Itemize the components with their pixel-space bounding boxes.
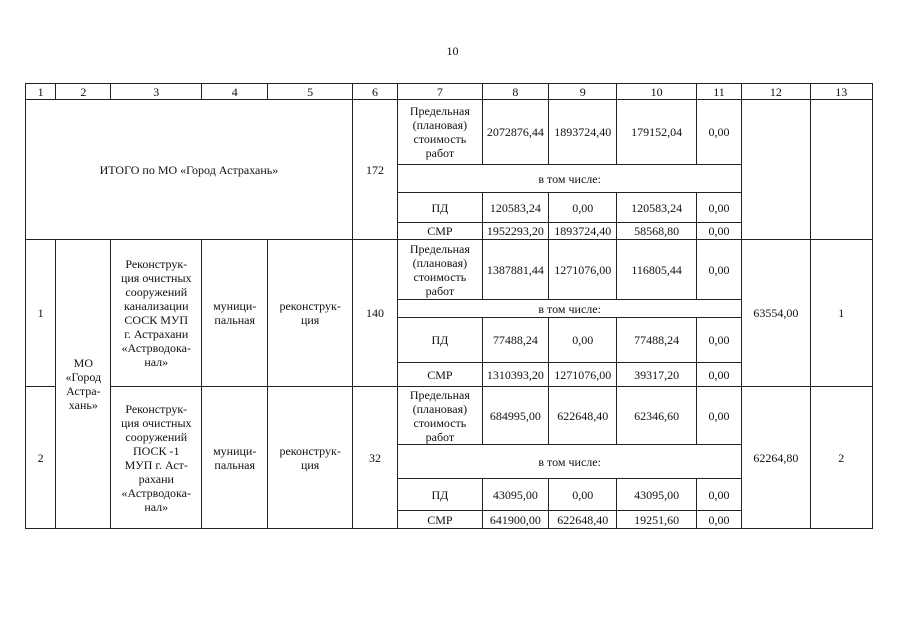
entry-number: 2 <box>26 387 56 529</box>
cost-value: 0,00 <box>696 511 741 529</box>
smr-label: СМР <box>398 223 482 240</box>
entry-number: 1 <box>26 240 56 387</box>
header-cell: 9 <box>549 84 617 100</box>
total-label: ИТОГО по МО «Город Астрахань» <box>26 100 353 240</box>
cost-value: 684995,00 <box>482 387 548 445</box>
including-label: в том числе: <box>398 165 742 193</box>
table-row <box>26 240 873 300</box>
cost-value: 1893724,40 <box>549 223 617 240</box>
cost-value: 39317,20 <box>617 363 696 387</box>
header-cell: 12 <box>742 84 810 100</box>
header-cell: 8 <box>482 84 548 100</box>
work-type: реконструк- ция <box>268 240 352 387</box>
cost-value: 2072876,44 <box>482 100 548 165</box>
cost-label: Предельная (плановая) стоимость работ <box>398 100 482 165</box>
cost-value: 62346,60 <box>617 387 696 445</box>
entry-col12: 62264,80 <box>742 387 810 529</box>
ownership: муници- пальная <box>202 240 268 387</box>
cost-value: 43095,00 <box>482 479 548 511</box>
entry-col13: 2 <box>810 387 872 529</box>
cost-table <box>25 83 873 529</box>
pd-label: ПД <box>398 318 482 363</box>
cost-value: 77488,24 <box>482 318 548 363</box>
cost-label: Предельная (плановая) стоимость работ <box>398 240 482 300</box>
cost-value: 1387881,44 <box>482 240 548 300</box>
header-cell: 11 <box>696 84 741 100</box>
page-number: 10 <box>446 44 459 58</box>
header-cell: 5 <box>268 84 352 100</box>
cost-value: 0,00 <box>696 100 741 165</box>
cost-value: 0,00 <box>696 479 741 511</box>
cost-value: 0,00 <box>549 318 617 363</box>
cost-value: 0,00 <box>549 193 617 223</box>
header-row <box>26 84 873 100</box>
table-row <box>26 100 873 165</box>
cost-value: 120583,24 <box>617 193 696 223</box>
header-cell: 6 <box>352 84 397 100</box>
entry-col12: 63554,00 <box>742 240 810 387</box>
total-col12 <box>742 100 810 240</box>
cost-value: 19251,60 <box>617 511 696 529</box>
cost-value: 1893724,40 <box>549 100 617 165</box>
object-name: Реконструк- ция очистных сооружений ПОСК -1 МУП г. Аст- рахани «Астрводока- нал» <box>111 387 202 529</box>
pd-label: ПД <box>398 193 482 223</box>
work-type: реконструк- ция <box>268 387 352 529</box>
header-cell: 10 <box>617 84 696 100</box>
cost-value: 1952293,20 <box>482 223 548 240</box>
municipality-cell: МО «Город Астра- хань» <box>56 240 111 529</box>
including-label: в том числе: <box>398 300 742 318</box>
object-name: Реконструк- ция очистных сооружений канализации СОСК МУП г. Астрахани «Астрводока- нал» <box>111 240 202 387</box>
cost-value: 1271076,00 <box>549 240 617 300</box>
cost-value: 0,00 <box>696 387 741 445</box>
entry-col13: 1 <box>810 240 872 387</box>
cost-value: 622648,40 <box>549 511 617 529</box>
cost-value: 77488,24 <box>617 318 696 363</box>
cost-value: 116805,44 <box>617 240 696 300</box>
cost-value: 1271076,00 <box>549 363 617 387</box>
header-cell: 1 <box>26 84 56 100</box>
cost-value: 0,00 <box>696 193 741 223</box>
cost-value: 0,00 <box>549 479 617 511</box>
including-label: в том числе: <box>398 445 742 479</box>
cost-value: 1310393,20 <box>482 363 548 387</box>
header-cell: 7 <box>398 84 482 100</box>
cost-value: 0,00 <box>696 363 741 387</box>
pd-label: ПД <box>398 479 482 511</box>
cost-value: 0,00 <box>696 240 741 300</box>
header-cell: 4 <box>202 84 268 100</box>
entry-col6: 140 <box>352 240 397 387</box>
cost-value: 0,00 <box>696 223 741 240</box>
header-cell: 13 <box>810 84 872 100</box>
cost-value: 622648,40 <box>549 387 617 445</box>
cost-label: Предельная (плановая) стоимость работ <box>398 387 482 445</box>
cost-value: 43095,00 <box>617 479 696 511</box>
cost-value: 120583,24 <box>482 193 548 223</box>
total-col13 <box>810 100 872 240</box>
ownership: муници- пальная <box>202 387 268 529</box>
table-row <box>26 387 873 445</box>
smr-label: СМР <box>398 511 482 529</box>
entry-col6: 32 <box>352 387 397 529</box>
cost-value: 179152,04 <box>617 100 696 165</box>
cost-value: 58568,80 <box>617 223 696 240</box>
cost-value: 0,00 <box>696 318 741 363</box>
header-cell: 2 <box>56 84 111 100</box>
cost-value: 641900,00 <box>482 511 548 529</box>
total-col6: 172 <box>352 100 397 240</box>
header-cell: 3 <box>111 84 202 100</box>
smr-label: СМР <box>398 363 482 387</box>
